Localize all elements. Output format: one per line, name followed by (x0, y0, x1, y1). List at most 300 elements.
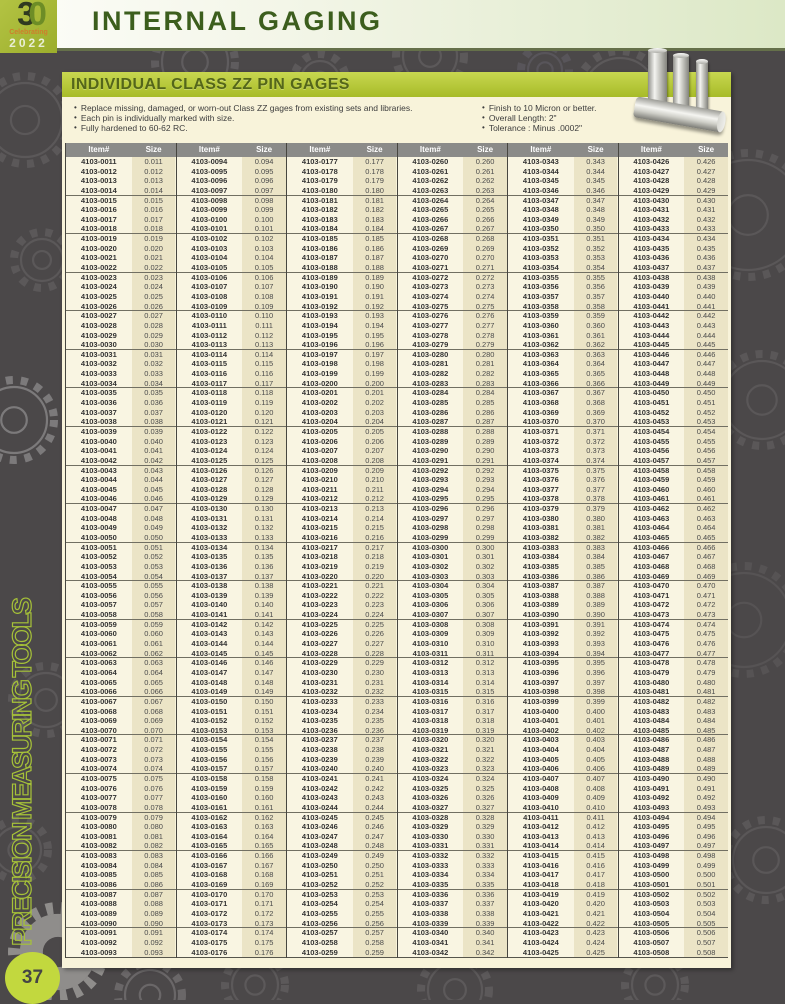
item-cell: 4103-0340 (398, 928, 464, 938)
item-cell: 4103-0223 (287, 600, 353, 610)
size-cell: 0.283 (463, 379, 507, 388)
item-cell: 4103-0410 (508, 803, 574, 812)
item-cell: 4103-0221 (287, 581, 353, 591)
item-cell: 4103-0263 (398, 186, 464, 195)
table-row (619, 244, 729, 254)
size-cell: 0.137 (242, 572, 286, 581)
item-cell: 4103-0212 (287, 494, 353, 503)
size-cell: 0.389 (574, 600, 618, 610)
size-cell: 0.444 (684, 331, 728, 341)
item-cell: 4103-0096 (177, 176, 243, 186)
item-cell: 4103-0113 (177, 340, 243, 349)
table-row (287, 417, 397, 427)
table-row (177, 735, 287, 745)
table-row (619, 861, 729, 871)
item-cell: 4103-0380 (508, 514, 574, 524)
item-cell: 4103-0108 (177, 292, 243, 302)
table-row (177, 350, 287, 360)
item-cell: 4103-0274 (398, 292, 464, 302)
size-cell: 0.391 (574, 620, 618, 630)
table-row (177, 620, 287, 630)
bullet-dot: • (74, 123, 77, 132)
table-row (398, 572, 508, 582)
table-row (287, 784, 397, 794)
table-row (177, 196, 287, 206)
size-cell: 0.404 (574, 745, 618, 755)
table-row (619, 234, 729, 244)
table-row (619, 948, 729, 958)
item-cell: 4103-0365 (508, 369, 574, 379)
gear-icon (726, 820, 785, 900)
size-cell: 0.153 (242, 726, 286, 735)
size-cell: 0.127 (242, 475, 286, 485)
item-cell: 4103-0156 (177, 755, 243, 765)
table-row (508, 745, 618, 755)
item-cell: 4103-0400 (508, 707, 574, 717)
item-cell: 4103-0248 (287, 841, 353, 850)
table-row (508, 331, 618, 341)
item-cell: 4103-0074 (66, 764, 132, 773)
table-row (619, 745, 729, 755)
item-cell: 4103-0063 (66, 658, 132, 668)
size-cell: 0.111 (242, 321, 286, 331)
size-cell: 0.141 (242, 610, 286, 619)
table-row (287, 427, 397, 437)
size-cell: 0.024 (132, 282, 176, 292)
item-cell: 4103-0482 (619, 697, 685, 707)
size-cell: 0.377 (574, 485, 618, 495)
table-row (177, 427, 287, 437)
item-cell: 4103-0427 (619, 167, 685, 177)
table-row (508, 629, 618, 639)
table-row (66, 649, 176, 659)
table-row (66, 591, 176, 601)
item-cell: 4103-0046 (66, 494, 132, 503)
table-row (398, 822, 508, 832)
item-cell: 4103-0422 (508, 919, 574, 928)
table-row (177, 437, 287, 447)
table-row (287, 350, 397, 360)
table-row (619, 735, 729, 745)
table-row (619, 331, 729, 341)
item-cell: 4103-0099 (177, 205, 243, 215)
item-cell: 4103-0205 (287, 427, 353, 437)
size-cell: 0.040 (132, 437, 176, 447)
table-row (287, 408, 397, 418)
size-cell: 0.419 (574, 890, 618, 900)
column-pair (397, 143, 508, 958)
item-cell: 4103-0241 (287, 774, 353, 784)
table-row (398, 832, 508, 842)
size-cell: 0.471 (684, 591, 728, 601)
size-cell: 0.038 (132, 417, 176, 426)
table-row (66, 475, 176, 485)
size-cell: 0.481 (684, 687, 728, 696)
table-row (177, 379, 287, 389)
table-row (398, 899, 508, 909)
item-cell: 4103-0172 (177, 909, 243, 919)
size-cell: 0.035 (132, 388, 176, 398)
size-cell: 0.051 (132, 543, 176, 553)
item-cell: 4103-0359 (508, 311, 574, 321)
table-row (619, 572, 729, 582)
size-cell: 0.222 (353, 591, 397, 601)
table-row (66, 948, 176, 958)
size-cell: 0.346 (574, 186, 618, 195)
size-cell: 0.152 (242, 716, 286, 726)
column-body (398, 157, 508, 958)
item-cell: 4103-0178 (287, 167, 353, 177)
size-cell: 0.461 (684, 494, 728, 503)
item-cell: 4103-0251 (287, 870, 353, 880)
item-cell: 4103-0276 (398, 311, 464, 321)
size-header-label: Size (145, 145, 162, 154)
item-cell: 4103-0294 (398, 485, 464, 495)
table-row (619, 302, 729, 312)
size-cell: 0.488 (684, 755, 728, 765)
size-cell: 0.384 (574, 552, 618, 562)
table-row (66, 437, 176, 447)
table-row (398, 928, 508, 938)
item-cell: 4103-0250 (287, 861, 353, 871)
table-row (398, 610, 508, 620)
item-cell: 4103-0114 (177, 350, 243, 360)
item-cell: 4103-0126 (177, 466, 243, 476)
table-row (398, 408, 508, 418)
size-cell: 0.213 (353, 504, 397, 514)
table-row (398, 331, 508, 341)
item-cell: 4103-0489 (619, 764, 685, 773)
table-row (619, 359, 729, 369)
size-cell: 0.030 (132, 340, 176, 349)
item-cell: 4103-0227 (287, 639, 353, 649)
item-cell: 4103-0167 (177, 861, 243, 871)
item-cell: 4103-0440 (619, 292, 685, 302)
table-row (619, 398, 729, 408)
item-cell: 4103-0147 (177, 668, 243, 678)
gear-icon (0, 76, 69, 164)
table-row (66, 379, 176, 389)
item-cell: 4103-0391 (508, 620, 574, 630)
table-row (66, 668, 176, 678)
table-row (177, 485, 287, 495)
size-cell: 0.353 (574, 253, 618, 263)
size-cell: 0.403 (574, 735, 618, 745)
table-row (508, 157, 618, 167)
table-row (66, 215, 176, 225)
table-row (177, 861, 287, 871)
item-cell: 4103-0141 (177, 610, 243, 619)
size-cell: 0.017 (132, 215, 176, 225)
size-cell: 0.168 (242, 870, 286, 880)
table-row (619, 784, 729, 794)
item-cell: 4103-0337 (398, 899, 464, 909)
table-row (177, 880, 287, 890)
table-row (66, 224, 176, 234)
item-cell: 4103-0036 (66, 398, 132, 408)
size-cell: 0.439 (684, 282, 728, 292)
item-cell: 4103-0072 (66, 745, 132, 755)
item-cell: 4103-0087 (66, 890, 132, 900)
table-row (398, 774, 508, 784)
item-cell: 4103-0375 (508, 466, 574, 476)
size-cell: 0.191 (353, 292, 397, 302)
item-cell: 4103-0258 (287, 938, 353, 948)
size-cell: 0.083 (132, 851, 176, 861)
table-row (287, 475, 397, 485)
item-cell: 4103-0299 (398, 533, 464, 542)
size-cell: 0.044 (132, 475, 176, 485)
item-cell: 4103-0490 (619, 774, 685, 784)
table-row (619, 186, 729, 196)
size-cell: 0.242 (353, 784, 397, 794)
item-cell: 4103-0467 (619, 552, 685, 562)
table-row (66, 408, 176, 418)
item-cell: 4103-0395 (508, 658, 574, 668)
table-row (287, 716, 397, 726)
table-row (287, 437, 397, 447)
item-cell: 4103-0029 (66, 331, 132, 341)
item-cell: 4103-0153 (177, 726, 243, 735)
size-cell: 0.165 (242, 841, 286, 850)
item-cell: 4103-0015 (66, 196, 132, 206)
size-cell: 0.112 (242, 331, 286, 341)
table-row (508, 813, 618, 823)
size-cell: 0.079 (132, 813, 176, 823)
size-cell: 0.216 (353, 533, 397, 542)
table-row (287, 340, 397, 350)
size-cell: 0.343 (574, 157, 618, 167)
size-cell: 0.503 (684, 899, 728, 909)
table-row (619, 379, 729, 389)
item-cell: 4103-0043 (66, 466, 132, 476)
item-cell: 4103-0369 (508, 408, 574, 418)
item-cell: 4103-0190 (287, 282, 353, 292)
item-cell: 4103-0173 (177, 919, 243, 928)
table-row (619, 591, 729, 601)
table-row (619, 417, 729, 427)
table-row (398, 311, 508, 321)
size-cell: 0.373 (574, 446, 618, 456)
item-cell: 4103-0169 (177, 880, 243, 889)
item-cell: 4103-0261 (398, 167, 464, 177)
item-cell: 4103-0209 (287, 466, 353, 476)
table-row (177, 928, 287, 938)
item-cell: 4103-0307 (398, 610, 464, 619)
size-header-label: Size (477, 145, 494, 154)
item-cell: 4103-0164 (177, 832, 243, 842)
size-cell: 0.129 (242, 494, 286, 503)
item-cell: 4103-0170 (177, 890, 243, 900)
table-row (287, 591, 397, 601)
table-row (619, 716, 729, 726)
table-row (177, 610, 287, 620)
size-cell: 0.126 (242, 466, 286, 476)
size-cell: 0.288 (463, 427, 507, 437)
size-cell: 0.122 (242, 427, 286, 437)
item-cell: 4103-0132 (177, 523, 243, 533)
size-header-label: Size (698, 145, 715, 154)
table-row (398, 658, 508, 668)
table-row (177, 726, 287, 736)
size-cell: 0.274 (463, 292, 507, 302)
section-title: INDIVIDUAL CLASS ZZ PIN GAGES (71, 75, 350, 93)
table-row (398, 552, 508, 562)
item-cell: 4103-0463 (619, 514, 685, 524)
table-row (398, 215, 508, 225)
size-cell: 0.480 (684, 678, 728, 688)
size-cell: 0.445 (684, 340, 728, 349)
table-row (177, 205, 287, 215)
table-row (398, 263, 508, 273)
table-row (398, 302, 508, 312)
size-cell: 0.459 (684, 475, 728, 485)
item-cell: 4103-0187 (287, 253, 353, 263)
size-cell: 0.325 (463, 784, 507, 794)
table-row (508, 263, 618, 273)
size-cell: 0.227 (353, 639, 397, 649)
size-cell: 0.482 (684, 697, 728, 707)
item-cell: 4103-0453 (619, 417, 685, 426)
table-row (66, 928, 176, 938)
size-cell: 0.109 (242, 302, 286, 311)
table-row (508, 253, 618, 263)
size-cell: 0.130 (242, 504, 286, 514)
size-cell: 0.477 (684, 649, 728, 658)
size-cell: 0.336 (463, 890, 507, 900)
size-cell: 0.264 (463, 196, 507, 206)
table-row (177, 755, 287, 765)
table-row (398, 244, 508, 254)
table-row (398, 427, 508, 437)
item-cell: 4103-0425 (508, 948, 574, 958)
table-row (287, 735, 397, 745)
item-cell: 4103-0420 (508, 899, 574, 909)
table-row (508, 668, 618, 678)
item-cell: 4103-0472 (619, 600, 685, 610)
table-row (398, 157, 508, 167)
item-cell: 4103-0488 (619, 755, 685, 765)
table-row (398, 581, 508, 591)
size-cell: 0.131 (242, 514, 286, 524)
item-cell: 4103-0324 (398, 774, 464, 784)
item-cell: 4103-0397 (508, 678, 574, 688)
table-row (508, 523, 618, 533)
table-row (619, 793, 729, 803)
item-cell: 4103-0423 (508, 928, 574, 938)
table-row (66, 861, 176, 871)
item-cell: 4103-0203 (287, 408, 353, 418)
size-cell: 0.194 (353, 321, 397, 331)
table-row (619, 600, 729, 610)
item-cell: 4103-0161 (177, 803, 243, 812)
item-cell: 4103-0314 (398, 678, 464, 688)
table-row (619, 446, 729, 456)
size-cell: 0.106 (242, 273, 286, 283)
size-cell: 0.416 (574, 861, 618, 871)
table-row (66, 485, 176, 495)
size-cell: 0.147 (242, 668, 286, 678)
table-row (619, 899, 729, 909)
table-row (287, 331, 397, 341)
size-cell: 0.089 (132, 909, 176, 919)
table-row (66, 359, 176, 369)
bullet-text: Replace missing, damaged, or worn-out Class ZZ gages from existing sets and libraries. (80, 103, 413, 113)
table-row (398, 687, 508, 697)
item-cell: 4103-0454 (619, 427, 685, 437)
item-cell: 4103-0107 (177, 282, 243, 292)
size-cell: 0.267 (463, 224, 507, 233)
size-cell: 0.025 (132, 292, 176, 302)
table-row (619, 157, 729, 167)
size-cell: 0.211 (353, 485, 397, 495)
item-cell: 4103-0056 (66, 591, 132, 601)
table-row (66, 205, 176, 215)
table-row (66, 292, 176, 302)
table-row (287, 167, 397, 177)
table-row (508, 832, 618, 842)
size-cell: 0.469 (684, 572, 728, 581)
item-cell: 4103-0025 (66, 292, 132, 302)
size-cell: 0.060 (132, 629, 176, 639)
size-cell: 0.357 (574, 292, 618, 302)
size-cell: 0.188 (353, 263, 397, 272)
item-cell: 4103-0267 (398, 224, 464, 233)
table-row (177, 678, 287, 688)
item-cell: 4103-0469 (619, 572, 685, 581)
item-cell: 4103-0322 (398, 755, 464, 765)
table-row (398, 755, 508, 765)
size-cell: 0.442 (684, 311, 728, 321)
item-cell: 4103-0130 (177, 504, 243, 514)
table-row (177, 581, 287, 591)
item-cell: 4103-0280 (398, 350, 464, 360)
item-cell: 4103-0078 (66, 803, 132, 812)
table-row (177, 331, 287, 341)
table-row (177, 822, 287, 832)
table-row (398, 273, 508, 283)
item-cell: 4103-0367 (508, 388, 574, 398)
table-row (619, 841, 729, 851)
table-row (508, 340, 618, 350)
table-row (66, 466, 176, 476)
size-cell: 0.278 (463, 331, 507, 341)
size-cell: 0.490 (684, 774, 728, 784)
item-cell: 4103-0215 (287, 523, 353, 533)
size-cell: 0.350 (574, 224, 618, 233)
table-row (508, 774, 618, 784)
size-cell: 0.090 (132, 919, 176, 928)
item-cell: 4103-0094 (177, 157, 243, 167)
table-row (66, 340, 176, 350)
item-cell: 4103-0016 (66, 205, 132, 215)
table-row (177, 572, 287, 582)
size-cell: 0.455 (684, 437, 728, 447)
size-cell: 0.150 (242, 697, 286, 707)
item-cell: 4103-0409 (508, 793, 574, 803)
size-cell: 0.473 (684, 610, 728, 619)
table-row (177, 456, 287, 466)
table-row (177, 745, 287, 755)
size-cell: 0.238 (353, 745, 397, 755)
table-row (177, 832, 287, 842)
table-row (287, 668, 397, 678)
item-cell: 4103-0376 (508, 475, 574, 485)
item-cell: 4103-0138 (177, 581, 243, 591)
item-cell: 4103-0236 (287, 726, 353, 735)
size-cell: 0.309 (463, 629, 507, 639)
size-cell: 0.285 (463, 398, 507, 408)
